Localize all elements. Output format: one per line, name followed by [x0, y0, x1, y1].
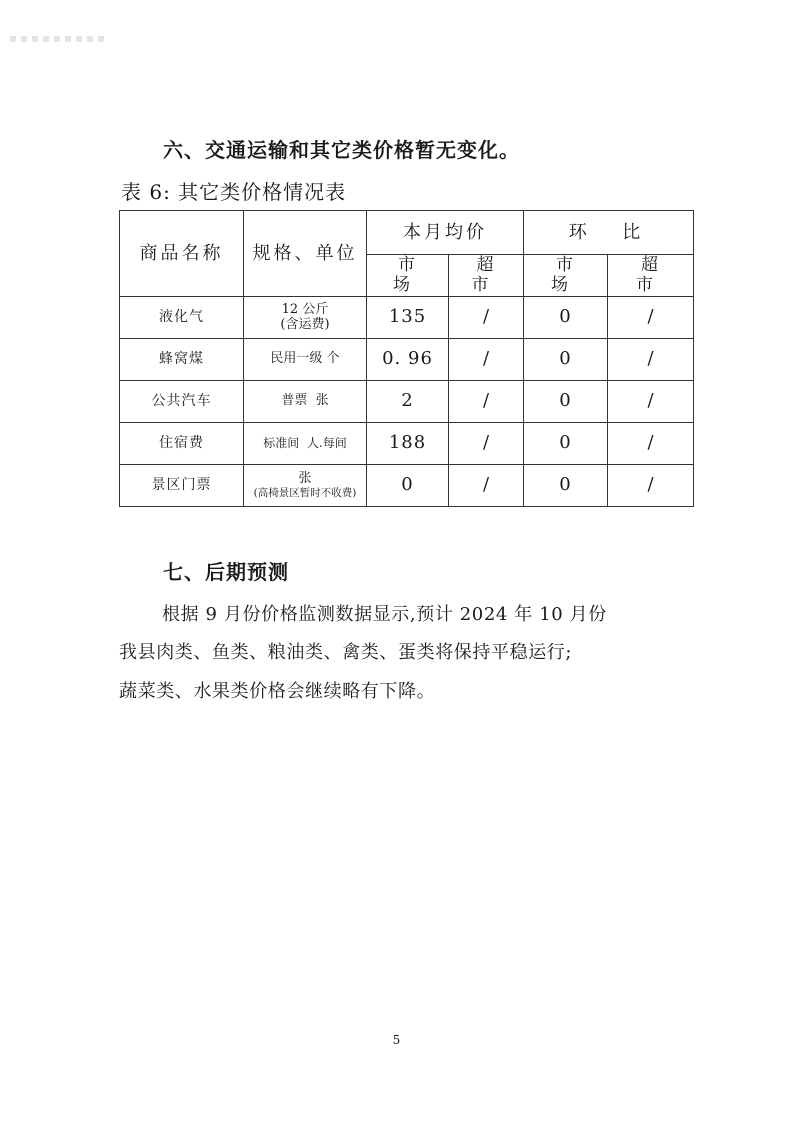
forecast-paragraph-line: 根据 9 月份价格监测数据显示,预计 2024 年 10 月份 [162, 604, 607, 625]
header-mom-supermarket: 超 市 [608, 255, 694, 297]
page-number: 5 [392, 1033, 401, 1047]
row-name: 景区门票 [120, 464, 244, 506]
table-caption: 表 6: 其它类价格情况表 [121, 180, 347, 204]
table-row [120, 338, 694, 380]
row-mom-supermarket: / [608, 380, 694, 422]
row-mom-market: 0 [524, 338, 608, 380]
header-mom: 环 比 [524, 211, 694, 255]
row-spec: 民用一级 个 [244, 338, 367, 380]
header-spec: 规格、单位 [244, 211, 367, 297]
row-mom-supermarket: / [608, 296, 694, 338]
row-name: 蜂窝煤 [120, 338, 244, 380]
section-heading-forecast: 七、后期预测 [163, 560, 289, 584]
spec-note: (高椅景区暂时不收费) [253, 486, 357, 499]
forecast-paragraph-line: 蔬菜类、水果类价格会继续略有下降。 [119, 681, 436, 702]
header-monthly-avg: 本月均价 [367, 211, 524, 255]
row-supermarket-price: / [449, 380, 524, 422]
row-spec [244, 296, 367, 338]
scan-artifact [10, 36, 105, 42]
table-header-row [120, 211, 694, 255]
row-market-price: 188 [367, 422, 449, 464]
row-spec: 标准间 人.每间 [244, 422, 367, 464]
header-name: 商品名称 [120, 211, 244, 297]
table-row [120, 464, 694, 506]
header-mom-market: 市 场 [524, 255, 608, 297]
row-supermarket-price: / [449, 422, 524, 464]
row-spec: 普票 张 [244, 380, 367, 422]
row-mom-market: 0 [524, 296, 608, 338]
header-market: 市 场 [367, 255, 449, 297]
row-mom-supermarket: / [608, 464, 694, 506]
row-supermarket-price: / [449, 296, 524, 338]
spec-line: 12 公斤 [281, 301, 329, 317]
row-name: 液化气 [120, 296, 244, 338]
row-mom-market: 0 [524, 422, 608, 464]
header-supermarket: 超 市 [449, 255, 524, 297]
row-mom-market: 0 [524, 464, 608, 506]
row-market-price: 2 [367, 380, 449, 422]
spec-line: 张 [298, 471, 312, 487]
forecast-paragraph-line: 我县肉类、鱼类、粮油类、禽类、蛋类将保持平稳运行; [119, 642, 573, 663]
section-heading-transport: 六、交通运输和其它类价格暂无变化。 [163, 138, 520, 162]
table-row [120, 296, 694, 338]
row-supermarket-price: / [449, 338, 524, 380]
row-mom-supermarket: / [608, 338, 694, 380]
row-name: 公共汽车 [120, 380, 244, 422]
other-prices-table [119, 210, 694, 507]
row-mom-supermarket: / [608, 422, 694, 464]
row-supermarket-price: / [449, 464, 524, 506]
spec-note: (含运费) [280, 317, 330, 333]
row-mom-market: 0 [524, 380, 608, 422]
table-row [120, 380, 694, 422]
row-market-price: 0. 96 [367, 338, 449, 380]
row-market-price: 135 [367, 296, 449, 338]
table-row [120, 422, 694, 464]
row-market-price: 0 [367, 464, 449, 506]
row-name: 住宿费 [120, 422, 244, 464]
row-spec [244, 464, 367, 506]
